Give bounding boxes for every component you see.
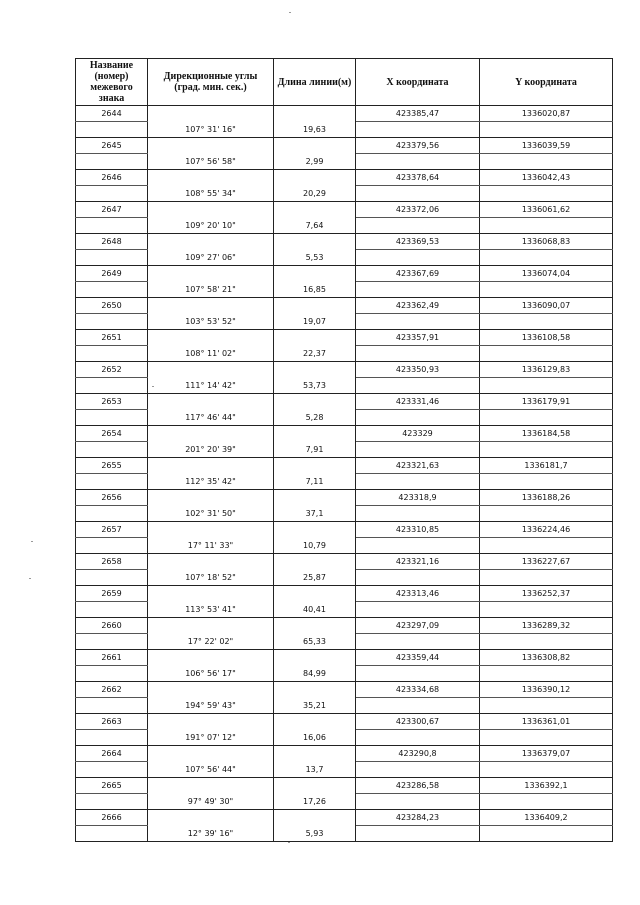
table-row-point [76,298,613,314]
segment-length: 53,73 [274,378,356,394]
table-row-segment [76,154,613,170]
table-row-point [76,714,613,730]
point-y: 1336361,01 [480,714,613,730]
point-name: 2644 [76,106,148,122]
table-row-point [76,458,613,474]
empty-cell [148,458,274,474]
table-row-point [76,650,613,666]
point-x: 423321,63 [356,458,480,474]
table-row-segment [76,186,613,202]
table-row-segment [76,602,613,618]
empty-cell [76,250,148,266]
table-row-point [76,234,613,250]
empty-cell [480,730,613,746]
empty-cell [76,506,148,522]
point-y: 1336074,04 [480,266,613,282]
segment-length: 7,64 [274,218,356,234]
point-name: 2653 [76,394,148,410]
empty-cell [76,634,148,650]
segment-angle: 194° 59' 43" [148,698,274,714]
point-name: 2649 [76,266,148,282]
point-x: 423284,23 [356,810,480,826]
point-name: 2652 [76,362,148,378]
empty-cell [356,346,480,362]
table-row-segment [76,474,613,490]
point-x: 423359,44 [356,650,480,666]
segment-length: 35,21 [274,698,356,714]
empty-cell [356,186,480,202]
empty-cell [356,506,480,522]
segment-length: 17,26 [274,794,356,810]
segment-angle: 107° 56' 44" [148,762,274,778]
empty-cell [356,634,480,650]
empty-cell [480,602,613,618]
empty-cell [480,378,613,394]
empty-cell [148,362,274,378]
empty-cell [480,794,613,810]
point-y: 1336042,43 [480,170,613,186]
empty-cell [274,394,356,410]
empty-cell [148,522,274,538]
point-y: 1336379,07 [480,746,613,762]
segment-angle: 108° 55' 34" [148,186,274,202]
point-name: 2656 [76,490,148,506]
segment-length: 37,1 [274,506,356,522]
empty-cell [76,154,148,170]
table-row-segment [76,730,613,746]
scan-speck [29,578,31,579]
table-row-point [76,202,613,218]
segment-length: 5,28 [274,410,356,426]
point-name: 2666 [76,810,148,826]
point-y: 1336181,7 [480,458,613,474]
table-row-segment [76,250,613,266]
header-length: Длина линии(м) [274,59,356,106]
empty-cell [148,202,274,218]
point-y: 1336061,62 [480,202,613,218]
empty-cell [274,202,356,218]
point-name: 2657 [76,522,148,538]
empty-cell [148,618,274,634]
empty-cell [356,378,480,394]
point-y: 1336039,59 [480,138,613,154]
empty-cell [274,170,356,186]
empty-cell [148,650,274,666]
segment-angle: 111° 14' 42" [148,378,274,394]
segment-length: 84,99 [274,666,356,682]
point-y: 1336184,58 [480,426,613,442]
point-name: 2650 [76,298,148,314]
table-row-segment [76,346,613,362]
table-row-segment [76,826,613,842]
empty-cell [148,170,274,186]
point-name: 2659 [76,586,148,602]
empty-cell [148,234,274,250]
empty-cell [274,714,356,730]
point-x: 423357,91 [356,330,480,346]
empty-cell [274,650,356,666]
empty-cell [274,138,356,154]
empty-cell [356,602,480,618]
point-x: 423372,06 [356,202,480,218]
point-name: 2664 [76,746,148,762]
empty-cell [356,122,480,138]
empty-cell [76,570,148,586]
table-row-segment [76,122,613,138]
empty-cell [356,570,480,586]
empty-cell [76,794,148,810]
empty-cell [148,298,274,314]
empty-cell [148,746,274,762]
empty-cell [356,666,480,682]
empty-cell [76,410,148,426]
point-y: 1336020,87 [480,106,613,122]
header-y: Y координата [480,59,613,106]
segment-angle: 112° 35' 42" [148,474,274,490]
table-row-point [76,682,613,698]
empty-cell [148,682,274,698]
table-row-point [76,618,613,634]
point-y: 1336227,67 [480,554,613,570]
empty-cell [356,218,480,234]
segment-angle: 109° 20' 10" [148,218,274,234]
point-x: 423290,8 [356,746,480,762]
point-x: 423362,49 [356,298,480,314]
segment-length: 7,91 [274,442,356,458]
point-x: 423300,67 [356,714,480,730]
table-row-point [76,778,613,794]
table-row-point [76,394,613,410]
table-row-point [76,330,613,346]
empty-cell [274,298,356,314]
empty-cell [480,410,613,426]
table-row-segment [76,666,613,682]
segment-length: 2,99 [274,154,356,170]
segment-angle: 107° 58' 21" [148,282,274,298]
table-row-point [76,554,613,570]
segment-length: 40,41 [274,602,356,618]
segment-angle: 106° 56' 17" [148,666,274,682]
empty-cell [356,410,480,426]
table-body [76,106,613,842]
point-name: 2651 [76,330,148,346]
point-y: 1336068,83 [480,234,613,250]
point-x: 423321,16 [356,554,480,570]
table-row-point [76,138,613,154]
segment-length: 19,63 [274,122,356,138]
table-row-point [76,522,613,538]
empty-cell [480,538,613,554]
empty-cell [356,538,480,554]
scan-speck [152,386,154,387]
empty-cell [76,698,148,714]
empty-cell [274,490,356,506]
empty-cell [76,474,148,490]
point-y: 1336224,46 [480,522,613,538]
empty-cell [76,442,148,458]
segment-length: 16,06 [274,730,356,746]
table-row-segment [76,410,613,426]
table-row-point [76,490,613,506]
table-row-segment [76,634,613,650]
table-row-point [76,810,613,826]
segment-angle: 107° 31' 16" [148,122,274,138]
table-row-point [76,586,613,602]
empty-cell [148,426,274,442]
empty-cell [356,282,480,298]
table-row-segment [76,794,613,810]
header-angles: Дирекционные углы (град. мин. сек.) [148,59,274,106]
empty-cell [148,554,274,570]
point-x: 423313,46 [356,586,480,602]
empty-cell [356,250,480,266]
table-row-point [76,266,613,282]
table-row-point [76,426,613,442]
segment-length: 13,7 [274,762,356,778]
segment-angle: 17° 11' 33" [148,538,274,554]
empty-cell [274,682,356,698]
empty-cell [274,586,356,602]
empty-cell [148,394,274,410]
segment-angle: 97° 49' 30" [148,794,274,810]
point-x: 423331,46 [356,394,480,410]
point-x: 423378,64 [356,170,480,186]
empty-cell [76,346,148,362]
table-row-segment [76,282,613,298]
empty-cell [148,490,274,506]
point-y: 1336252,37 [480,586,613,602]
table-row-segment [76,762,613,778]
empty-cell [480,282,613,298]
segment-length: 16,85 [274,282,356,298]
scan-speck [289,12,291,13]
segment-angle: 109° 27' 06" [148,250,274,266]
empty-cell [480,250,613,266]
segment-angle: 201° 20' 39" [148,442,274,458]
point-x: 423318,9 [356,490,480,506]
table-row-segment [76,506,613,522]
empty-cell [356,474,480,490]
empty-cell [480,346,613,362]
table-row-point [76,362,613,378]
empty-cell [76,122,148,138]
segment-angle: 113° 53' 41" [148,602,274,618]
point-name: 2647 [76,202,148,218]
segment-angle: 107° 56' 58" [148,154,274,170]
empty-cell [274,618,356,634]
empty-cell [76,538,148,554]
empty-cell [480,762,613,778]
point-y: 1336409,2 [480,810,613,826]
empty-cell [274,810,356,826]
empty-cell [356,442,480,458]
table-row-point [76,746,613,762]
empty-cell [76,314,148,330]
header-name: Название (номер) межевого знака [76,59,148,106]
point-y: 1336179,91 [480,394,613,410]
point-name: 2646 [76,170,148,186]
segment-angle: 102° 31' 50" [148,506,274,522]
segment-length: 10,79 [274,538,356,554]
empty-cell [274,746,356,762]
segment-length: 5,53 [274,250,356,266]
point-x: 423334,68 [356,682,480,698]
segment-length: 19,07 [274,314,356,330]
empty-cell [356,762,480,778]
header-x: X координата [356,59,480,106]
empty-cell [148,810,274,826]
table-row-segment [76,538,613,554]
empty-cell [274,330,356,346]
table-header-row [76,59,613,106]
table-row-segment [76,314,613,330]
point-y: 1336129,83 [480,362,613,378]
empty-cell [480,122,613,138]
segment-length: 20,29 [274,186,356,202]
empty-cell [148,106,274,122]
table-row-segment [76,442,613,458]
empty-cell [274,426,356,442]
empty-cell [274,522,356,538]
empty-cell [76,730,148,746]
empty-cell [274,554,356,570]
table-row-segment [76,378,613,394]
empty-cell [76,826,148,842]
segment-angle: 17° 22' 02" [148,634,274,650]
empty-cell [480,442,613,458]
scan-speck [288,842,290,843]
point-x: 423385,47 [356,106,480,122]
point-x: 423329 [356,426,480,442]
empty-cell [76,186,148,202]
empty-cell [356,698,480,714]
empty-cell [274,106,356,122]
empty-cell [148,266,274,282]
point-x: 423297,09 [356,618,480,634]
point-name: 2665 [76,778,148,794]
segment-length: 7,11 [274,474,356,490]
empty-cell [356,314,480,330]
segment-length: 25,87 [274,570,356,586]
table-row-segment [76,570,613,586]
boundary-coordinates-table [75,58,613,842]
segment-length: 5,93 [274,826,356,842]
empty-cell [274,458,356,474]
empty-cell [148,330,274,346]
point-y: 1336392,1 [480,778,613,794]
point-x: 423310,85 [356,522,480,538]
empty-cell [480,570,613,586]
point-name: 2648 [76,234,148,250]
scan-speck [31,541,33,542]
empty-cell [76,218,148,234]
empty-cell [480,634,613,650]
point-name: 2655 [76,458,148,474]
point-y: 1336108,58 [480,330,613,346]
empty-cell [356,794,480,810]
point-name: 2662 [76,682,148,698]
empty-cell [76,282,148,298]
empty-cell [480,506,613,522]
empty-cell [274,266,356,282]
point-y: 1336308,82 [480,650,613,666]
empty-cell [356,154,480,170]
empty-cell [148,714,274,730]
empty-cell [480,314,613,330]
point-y: 1336289,32 [480,618,613,634]
empty-cell [356,730,480,746]
empty-cell [76,378,148,394]
point-x: 423350,93 [356,362,480,378]
empty-cell [148,138,274,154]
point-name: 2661 [76,650,148,666]
point-y: 1336188,26 [480,490,613,506]
empty-cell [480,698,613,714]
segment-length: 22,37 [274,346,356,362]
empty-cell [480,218,613,234]
table-row-segment [76,218,613,234]
table-row-segment [76,698,613,714]
segment-angle: 103° 53' 52" [148,314,274,330]
point-name: 2658 [76,554,148,570]
empty-cell [274,234,356,250]
point-name: 2663 [76,714,148,730]
empty-cell [356,826,480,842]
empty-cell [148,586,274,602]
empty-cell [480,186,613,202]
point-name: 2654 [76,426,148,442]
table-row-point [76,106,613,122]
empty-cell [480,154,613,170]
point-x: 423286,58 [356,778,480,794]
point-y: 1336390,12 [480,682,613,698]
segment-angle: 107° 18' 52" [148,570,274,586]
segment-angle: 191° 07' 12" [148,730,274,746]
empty-cell [76,762,148,778]
empty-cell [480,666,613,682]
empty-cell [274,778,356,794]
empty-cell [480,826,613,842]
empty-cell [148,778,274,794]
point-x: 423367,69 [356,266,480,282]
segment-length: 65,33 [274,634,356,650]
point-x: 423379,56 [356,138,480,154]
empty-cell [76,666,148,682]
segment-angle: 117° 46' 44" [148,410,274,426]
empty-cell [480,474,613,490]
point-x: 423369,53 [356,234,480,250]
point-name: 2660 [76,618,148,634]
empty-cell [76,602,148,618]
segment-angle: 12° 39' 16" [148,826,274,842]
segment-angle: 108° 11' 02" [148,346,274,362]
empty-cell [274,362,356,378]
point-name: 2645 [76,138,148,154]
point-y: 1336090,07 [480,298,613,314]
table-row-point [76,170,613,186]
